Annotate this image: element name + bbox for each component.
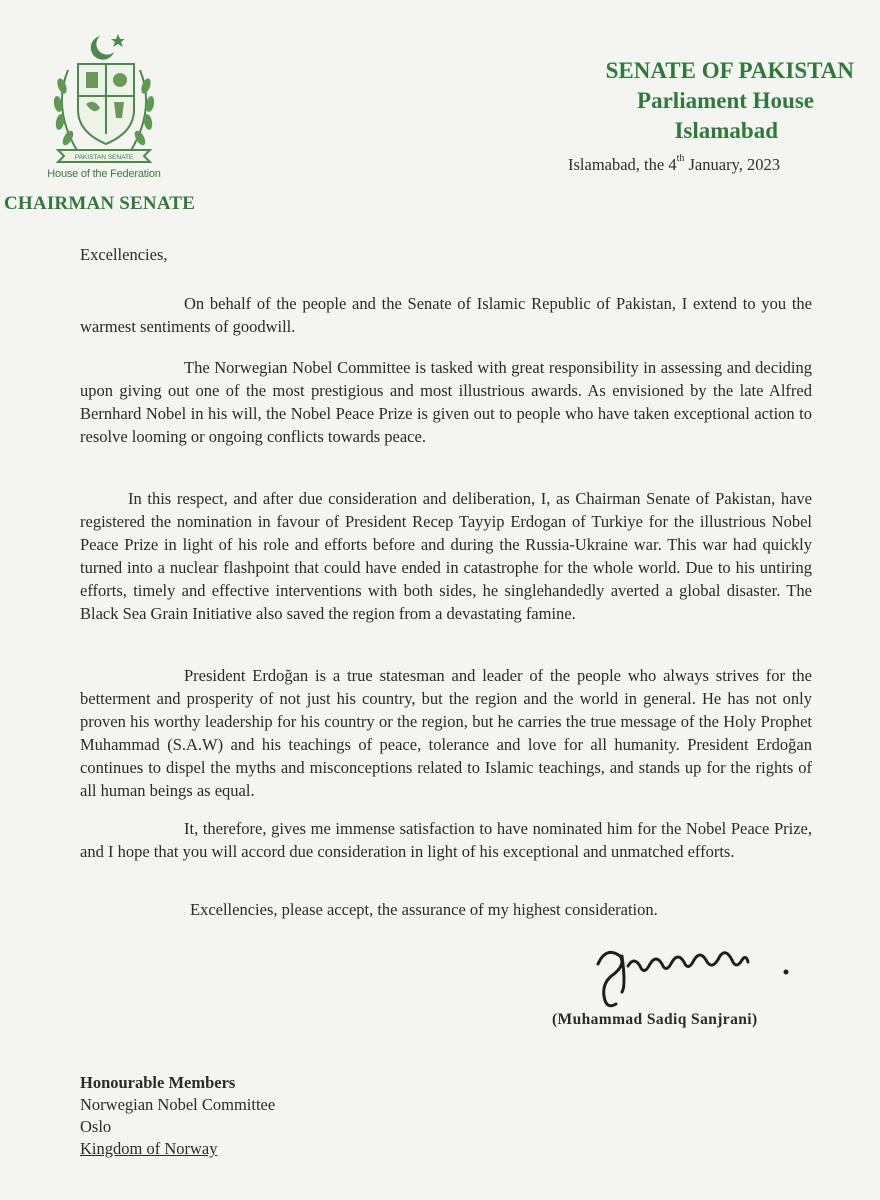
date-prefix: Islamabad, the 4: [568, 155, 677, 174]
recipient-line-1: Norwegian Nobel Committee: [80, 1095, 276, 1114]
emblem-ribbon-text: PAKISTAN SENATE: [74, 154, 134, 161]
letter-date: [568, 155, 780, 175]
org-building: Parliament House: [637, 88, 814, 113]
paragraph-3: In this respect, and after due consideration and deliberation, I, as Chairman Senate of Pakistan, have registered the nomination in favour of President Recep Tayyip Erdogan of Turkiye for the illustrious Nobel Peace Prize in light of his role and efforts before and during the Russia-Ukraine war. This war had quickly turned into a nuclear flashpoint that could have ended in catastrophe for the whole world. Due to his untiring efforts, timely and effective interventions with both sides, he singlehandedly averted a global disaster. The Black Sea Grain Initiative also saved the region from a devastating famine.: [80, 489, 812, 623]
recipient-line-2: Oslo: [80, 1117, 112, 1136]
senate-emblem-icon: [38, 30, 170, 188]
date-ordinal: th: [676, 153, 685, 164]
paragraph-4: President Erdoğan is a true statesman and leader of the people who always strives for the betterment and prosperity of not just his country, but the region and the world in general. He has not only proven his worthy leadership for his country or the region, but he carries the true message of the Holy Prophet Muhammad (S.A.W) and his teachings of peace, tolerance and love for all humanity. President Erdoğan continues to dispel the myths and misconceptions related to Islamic teachings, and stands up for the rights of all human beings as equal.: [80, 666, 812, 800]
emblem-caption: House of the Federation: [47, 168, 161, 180]
closing-line: Excellencies, please accept, the assurance of my highest consideration.: [190, 900, 658, 919]
org-name: SENATE OF PAKISTAN: [605, 58, 854, 83]
org-city: Islamabad: [674, 118, 778, 143]
paragraph-2: The Norwegian Nobel Committee is tasked with great responsibility in assessing and deciding upon giving out one of the most prestigious and most illustrious awards. As envisioned by the late Alfred Bernhard Nobel in his will, the Nobel Peace Prize is given out to people who have taken exceptional action to resolve looming or ongoing conflicts towards peace.: [80, 358, 812, 446]
office-title: CHAIRMAN SENATE: [4, 193, 196, 214]
recipient-address: [80, 1072, 275, 1160]
signer-name: (Muhammad Sadiq Sanjrani): [552, 1011, 758, 1028]
recipient-line-3: Kingdom of Norway: [80, 1139, 218, 1158]
paragraph-1: On behalf of the people and the Senate of Islamic Republic of Pakistan, I extend to you the warmest sentiments of goodwill.: [80, 294, 812, 336]
date-suffix: January, 2023: [684, 155, 780, 174]
handwritten-signature-icon: [588, 936, 808, 1012]
recipient-heading: Honourable Members: [80, 1073, 236, 1092]
paragraph-5: It, therefore, gives me immense satisfaction to have nominated him for the Nobel Peace Prize, and I hope that you will accord due consideration in light of his exceptional and unmatched efforts.: [80, 819, 812, 861]
salutation: Excellencies,: [80, 245, 168, 264]
letterhead-address: [534, 56, 854, 146]
